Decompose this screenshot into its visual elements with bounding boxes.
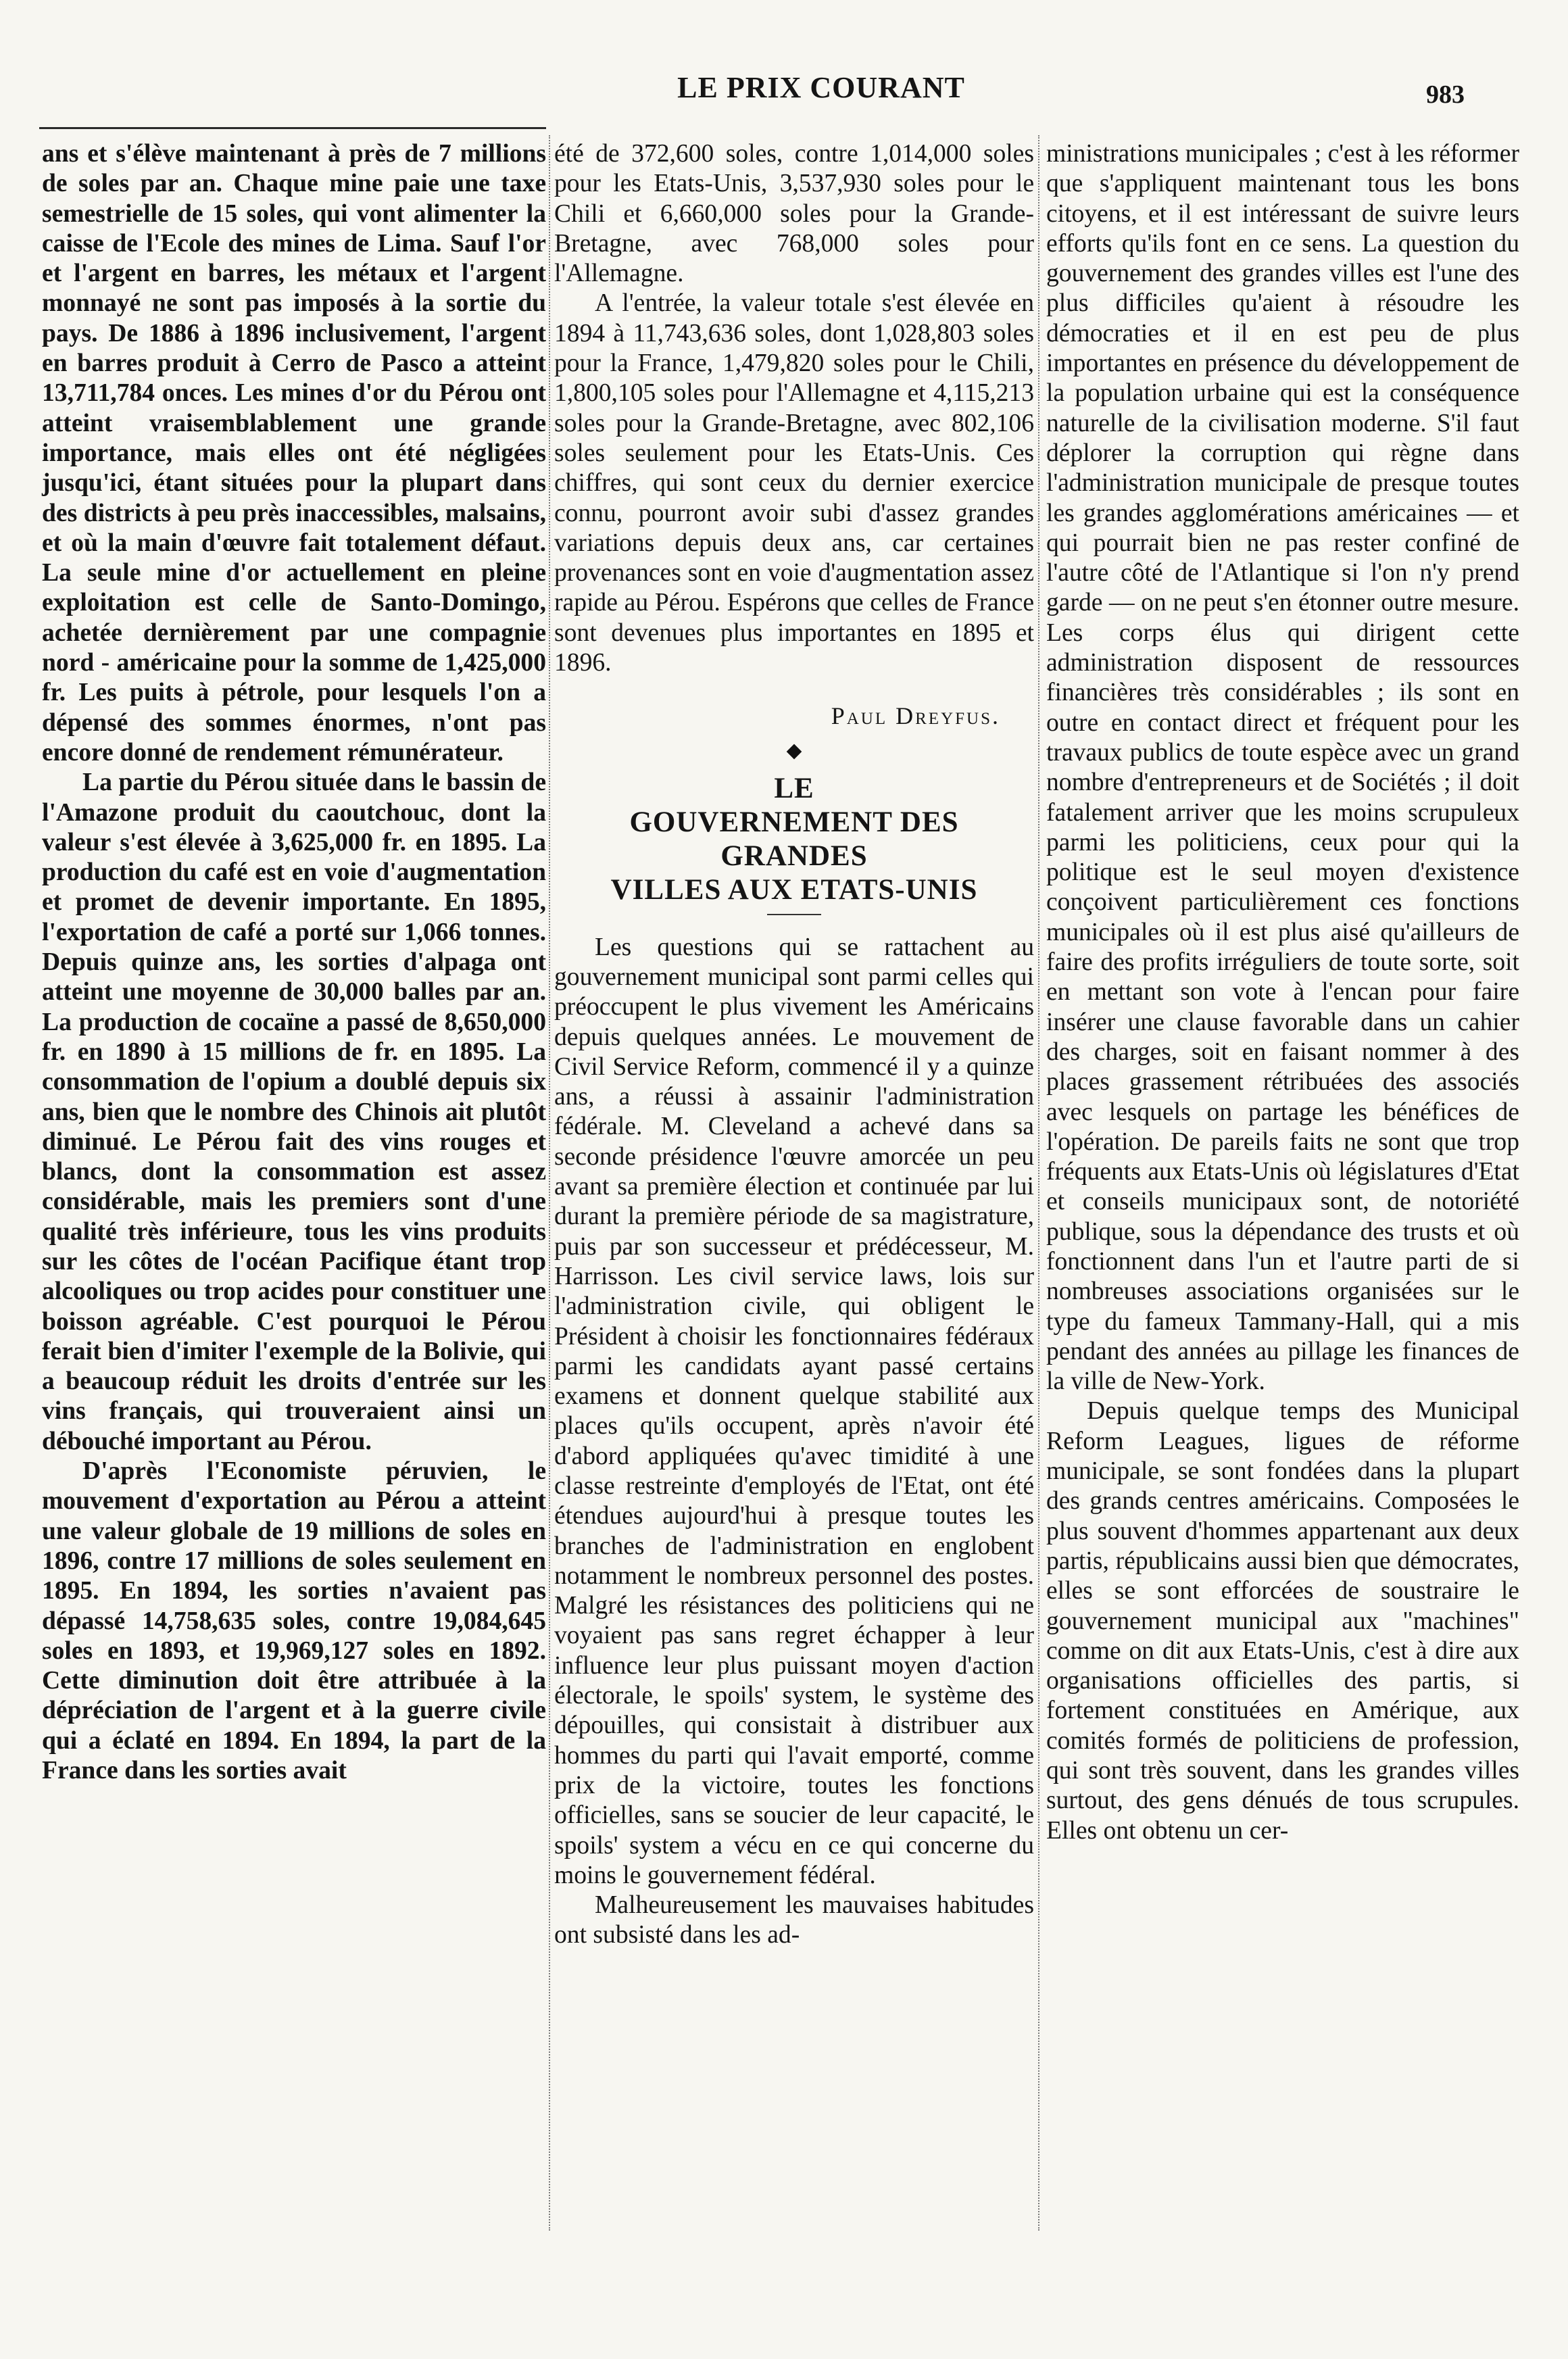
paragraph: D'après l'Economiste péruvien, le mouvement d'exportation au Pérou a atteint une valeur globale de 19 millions de soles en 1896, contre 17 millions de soles seulement en 1895. En 1894, les sorties n'avaient pas dépassé 14,758,635 soles, contre 19,084,645 soles en 1893, et 19,969,127 soles en 1892. Cette diminution doit être attribuée à la dépréciation de l'argent et à la guerre civile qui a éclaté en 1894. En 1894, la part de la France dans les sorties avait: [42, 1457, 546, 1785]
heading-line: LE: [774, 772, 814, 804]
column-right: [1046, 139, 1519, 1846]
paragraph: Depuis quelque temps des Municipal Reform Leagues, ligues de réforme municipale, se sont fondées dans la plupart des grands centres américains. Composées le plus souvent d'hommes appartenant aux deux partis, républicains aussi bien que démocrates, elles se sont efforcées de soustraire le gouvernement municipal aux "machines" comme on dit aux Etats-Unis, c'est à dire aux organisations officielles des partis, si fortement constituées en Amérique, aux comités formés de politiciens de profession, qui sont très souvent, dans les grandes villes surtout, des gens dénués de tous scrupules. Elles ont obtenu un cer-: [1046, 1397, 1519, 1845]
heading-rule: [767, 914, 821, 915]
column-divider: [549, 135, 550, 2231]
heading-line: GOUVERNEMENT DES GRANDES: [629, 806, 959, 872]
paragraph: Malheureusement les mauvaises habitudes ont subsisté dans les ad-: [554, 1891, 1034, 1949]
column-middle: [554, 139, 1034, 1951]
page-number: 983: [1426, 80, 1465, 109]
paragraph: A l'entrée, la valeur totale s'est élevée en 1894 à 11,743,636 soles, dont 1,028,803 soles pour la France, 1,479,820 soles pour le Chili, 1,800,105 soles pour l'Allemagne et 4,115,213 soles pour la Grande-Bretagne, avec 802,106 soles seulement pour les Etats-Unis. Ces chiffres, qui sont ceux du dernier exercice connu, pourront avoir subi d'assez grandes variations depuis deux ans, car certaines provenances sont en voie d'augmentation assez rapide au Pérou. Espérons que celles de France sont devenues plus importantes en 1895 et 1896.: [554, 289, 1034, 677]
paragraph: Les questions qui se rattachent au gouvernement municipal sont parmi celles qui préoccupent le plus vivement les Américains depuis quelques années. Le mouvement de Civil Service Reform, commencé il y a quinze ans, a réussi à assainir l'administration fédérale. M. Cleveland a achevé dans sa seconde présidence l'œuvre amorcée un peu avant sa première élection et continuée par lui durant la première période de sa magistrature, puis par son successeur et prédécesseur, M. Harrisson. Les civil service laws, lois sur l'administration civile, qui obligent le Président à choisir les fonctionnaires fédéraux parmi les candidats ayant passé certains examens et donnent quelque stabilité aux places qu'ils occupent, après n'avoir été d'abord appliquées qu'avec timidité à une classe restreinte d'employés de l'Etat, ont été étendues aujourd'hui à presque toutes les branches de l'administration en englobent notamment le nombreux personnel des postes. Malgré les résistances des politiciens qui ne voyaient pas sans regret échapper à leur influence leur plus puissant moyen d'action électorale, le spoils' system, le système des dépouilles, qui consistait à distribuer aux hommes du parti qui l'avait emporté, comme prix de la victoire, toutes les fonctions officielles, sans se soucier de leur capacité, le spoils' system a vécu en ce qui concerne du moins le gouvernement fédéral.: [554, 933, 1034, 1889]
heading-line: VILLES AUX ETATS-UNIS: [610, 873, 978, 906]
page-title: LE PRIX COURANT: [677, 71, 965, 104]
paragraph: été de 372,600 soles, contre 1,014,000 soles pour les Etats-Unis, 3,537,930 soles pour le Chili et 6,660,000 soles pour la Grande-Bretagne, avec 768,000 soles pour l'Allemagne.: [554, 140, 1034, 288]
column-divider: [1038, 135, 1039, 2231]
article-heading: [554, 772, 1034, 907]
author-signature: Paul Dreyfus.: [831, 702, 1000, 730]
paragraph: ans et s'élève maintenant à près de 7 millions de soles par an. Chaque mine paie une taxe semestrielle de 15 soles, qui vont alimenter la caisse de l'Ecole des mines de Lima. Sauf l'or et l'argent en barres, les métaux et l'argent monnayé ne sont pas imposés à la sortie du pays. De 1886 à 1896 inclusivement, l'argent en barres produit à Cerro de Pasco a atteint 13,711,784 onces. Les mines d'or du Pérou ont atteint vraisemblablement une grande importance, mais elles ont été négligées jusqu'ici, étant situées pour la plupart dans des districts à peu près inaccessibles, malsains, et où la main d'œuvre fait totalement défaut. La seule mine d'or actuellement en pleine exploitation est celle de Santo-Domingo, achetée dernièrement par une compagnie nord - américaine pour la somme de 1,425,000 fr. Les puits à pétrole, pour lesquels l'on a dépensé des sommes énormes, n'ont pas encore donné de rendement rémunérateur.: [42, 140, 546, 767]
paragraph: La partie du Pérou située dans le bassin de l'Amazone produit du caoutchouc, dont la valeur s'est élevée à 3,625,000 fr. en 1895. La production du café est en voie d'augmentation et promet de devenir importante. En 1895, l'exportation de café a porté sur 1,066 tonnes. Depuis quinze ans, les sorties d'alpaga ont atteint une moyenne de 30,000 balles par an. La production de cocaïne a passé de 8,650,000 fr. en 1890 à 15 millions de fr. en 1895. La consommation de l'opium a doublé depuis six ans, bien que le nombre des Chinois ait plutôt diminué. Le Pérou fait des vins rouges et blancs, dont la consommation est assez considérable, mais les premiers sont d'une qualité très inférieure, tous les vins produits sur les côtes de l'océan Pacifique étant trop alcooliques ou trop acides pour constituer une boisson agréable. C'est pourquoi le Pérou ferait bien d'imiter l'exemple de la Bolivie, qui a beaucoup réduit les droits d'entrée sur les vins français, qui trouveraient ainsi un débouché important au Pérou.: [42, 769, 546, 1455]
ornament-diamond-icon: [787, 744, 802, 759]
paragraph: ministrations municipales ; c'est à les réformer que s'appliquent maintenant tous les bons citoyens, et il est intéressant de suivre leurs efforts qu'ils font en ce sens. La question du gouvernement des grandes villes est l'une des plus difficiles qu'aient à résoudre les démocraties et il en est peu de plus importantes en présence du développement de la population urbaine qui est la conséquence naturelle de la civilisation moderne. S'il faut déplorer la corruption qui règne dans l'administration municipale de presque toutes les grandes agglomérations américaines — et qui pourrait bien ne pas rester confiné de l'autre côté de l'Atlantique si l'on n'y prend garde — on ne peut s'en étonner outre mesure. Les corps élus qui dirigent cette administration disposent de ressources financières très considérables ; ils sont en outre en contact direct et fréquent pour les travaux publics de toute espèce avec un grand nombre d'entrepreneurs et de Sociétés ; il doit fatalement arriver que les moins scrupuleux parmi les politiciens, ceux pour qui la politique est le seul moyen d'existence conçoivent particulièrement ces fonctions municipales où il est plus aisé qu'ailleurs de faire des profits irréguliers de toute sorte, soit en mettant son vote à l'encan pour faire insérer une clause favorable dans un cahier des charges, soit en faisant nommer à des places grassement rétribuées des associés avec lesquels on partage les bénéfices de l'opération. De pareils faits ne sont que trop fréquents aux Etats-Unis où législatures d'Etat et conseils municipaux sont, de notoriété publique, sous la dépendance des trusts et où fonctionnent dans l'un et l'autre parti de si nombreuses associations organisées sur le type du fameux Tammany-Hall, qui a mis pendant des années au pillage les finances de la ville de New-York.: [1046, 140, 1519, 1396]
column-left: [42, 139, 546, 1786]
header-rule: [39, 127, 546, 129]
